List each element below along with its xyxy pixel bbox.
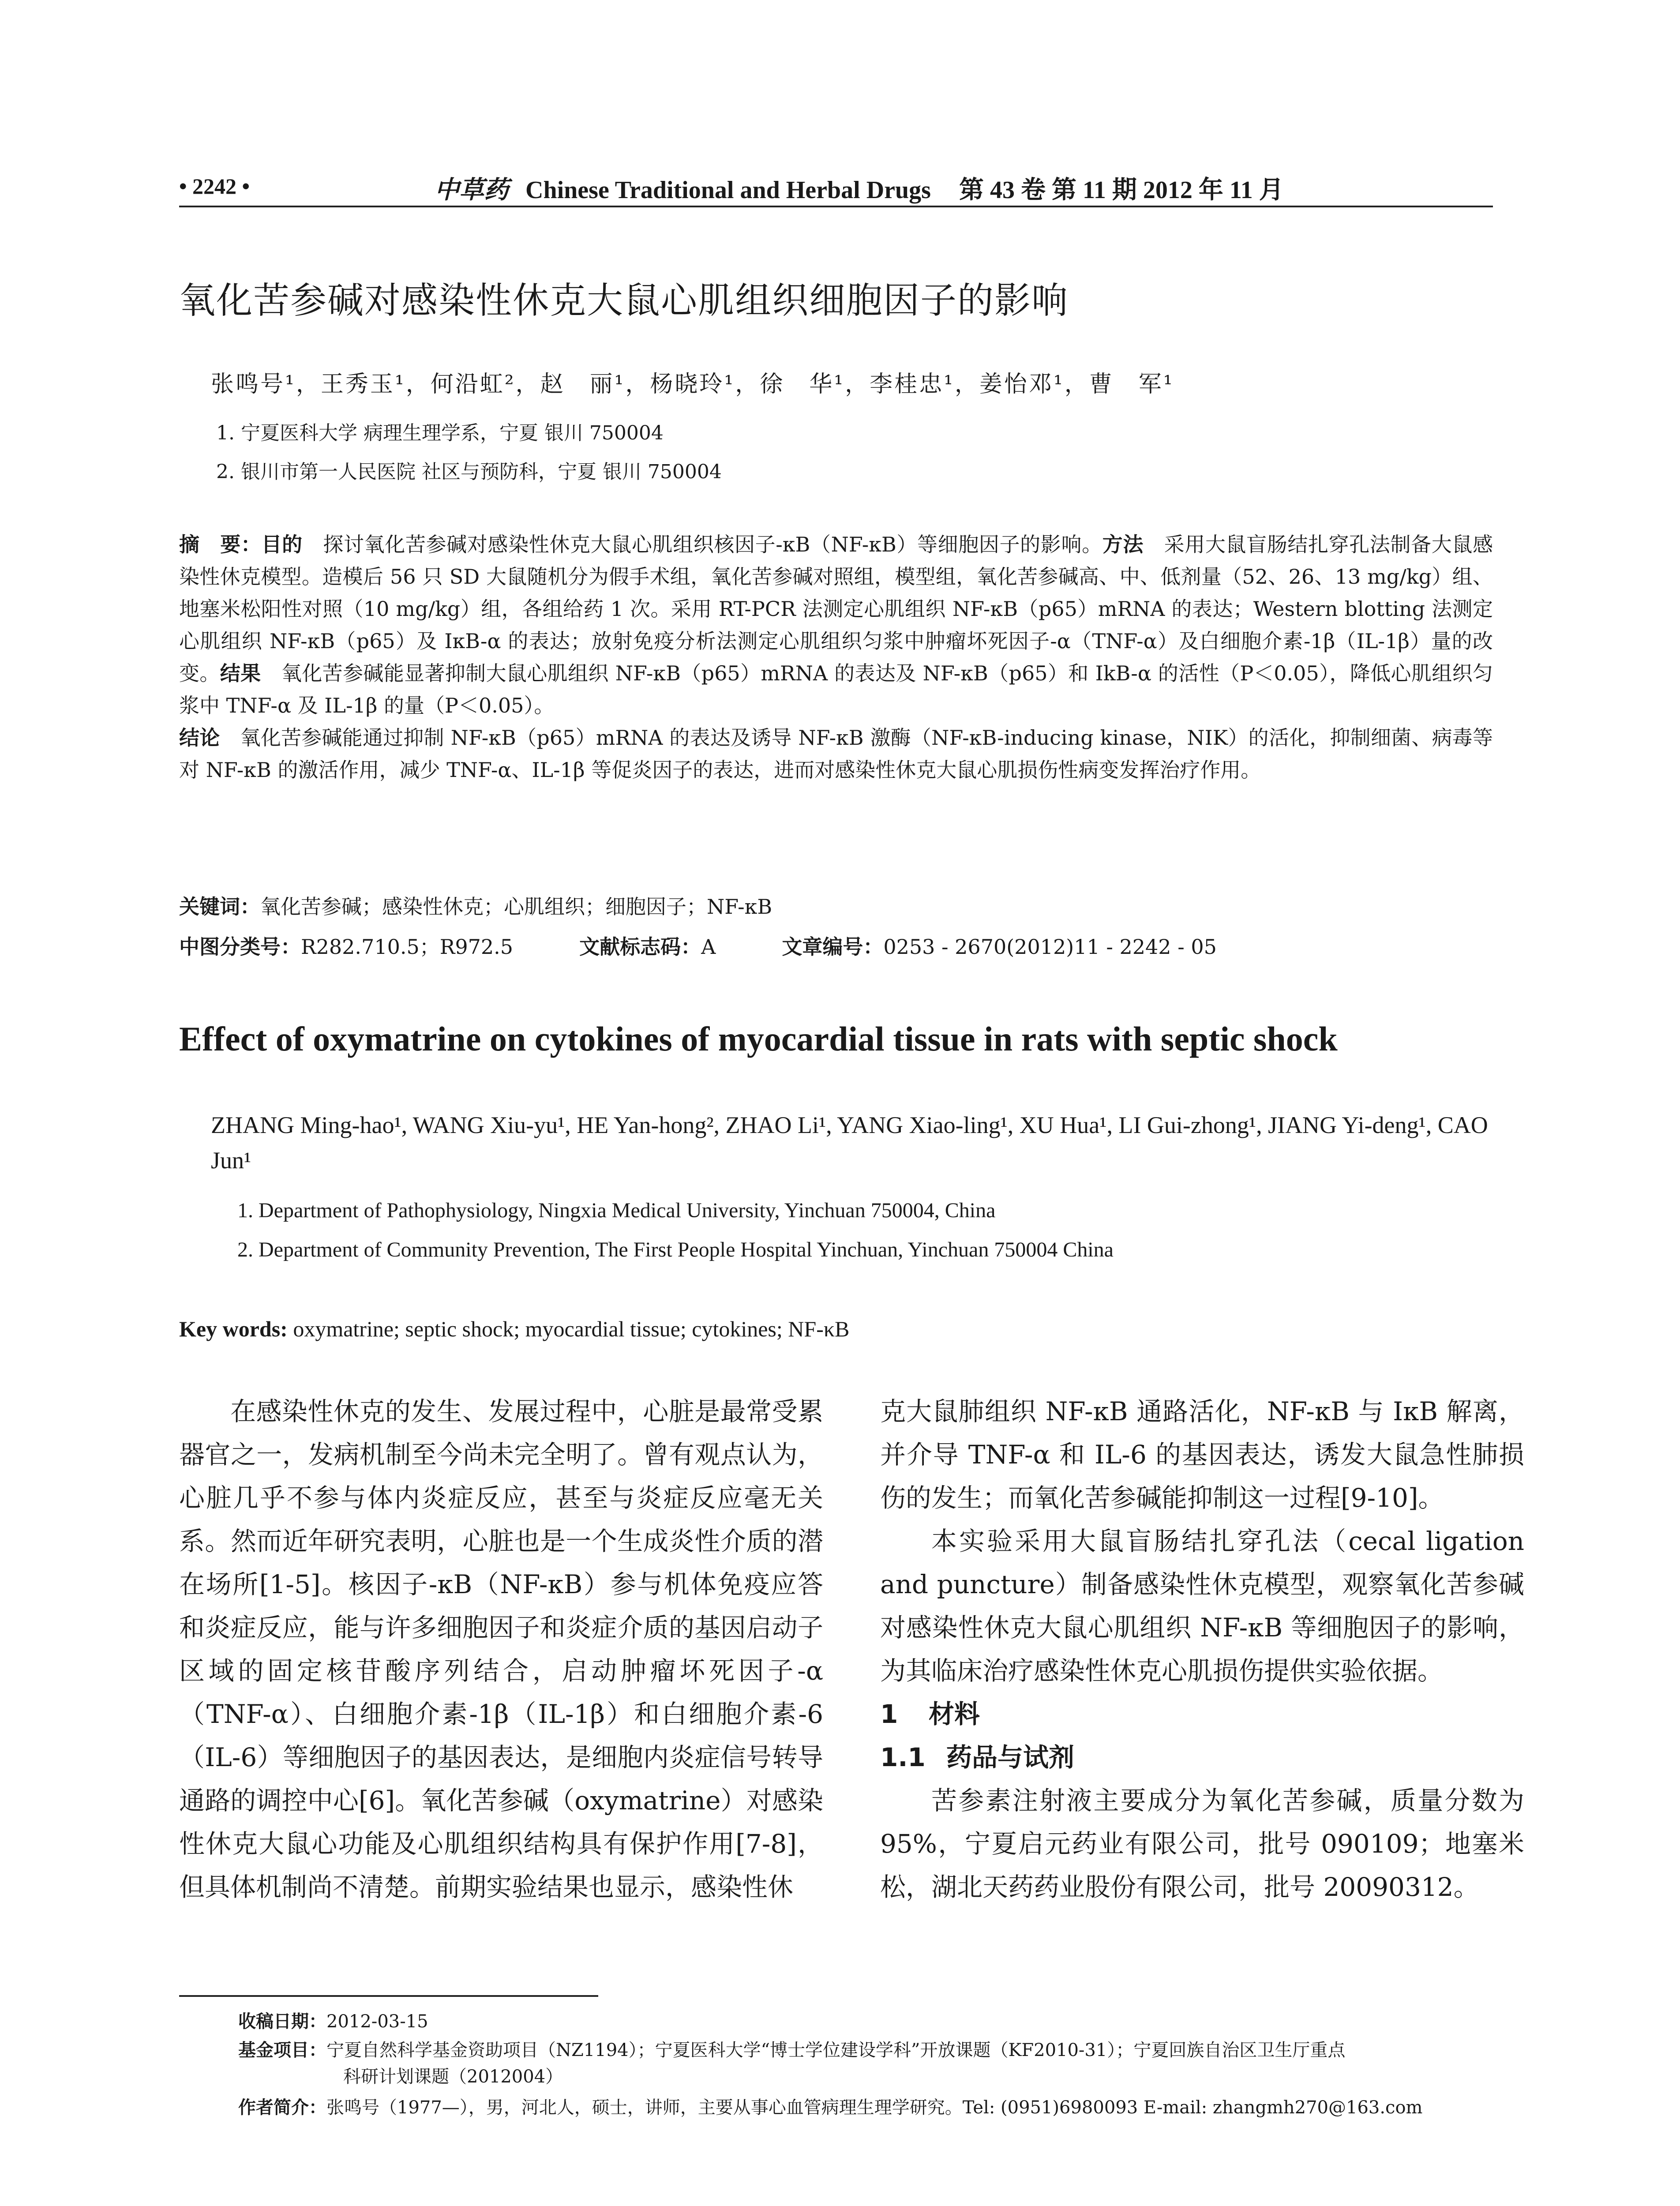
keywords-en-text: oxymatrine; septic shock; myocardial tissue; cytokines; NF-κB: [287, 1317, 850, 1341]
author-bio-text: 张鸣号（1977—），男，河北人，硕士，讲师，主要从事心血管病理生理学研究。Tel: (0951)6980093 E-mail: zhangmh270@163.com: [326, 2097, 1423, 2118]
received-date: 2012-03-15: [326, 2011, 428, 2032]
keywords-cn-text: 氧化苦参碱；感染性休克；心肌组织；细胞因子；NF-κB: [260, 895, 772, 919]
classification-line: [179, 931, 1217, 960]
keywords-cn-label: 关键词：: [179, 895, 260, 919]
body-column-left: [179, 1390, 823, 1909]
section-title: 材料: [929, 1699, 980, 1729]
authors-en: ZHANG Ming-hao¹, WANG Xiu-yu¹, HE Yan-hong², ZHAO Li¹, YANG Xiao-ling¹, XU Hua¹, LI Gui-zhong¹, JIANG Yi-deng¹, CAO Jun¹: [211, 1112, 1488, 1174]
body-paragraph: 本实验采用大鼠盲肠结扎穿孔法（cecal ligation and puncture）制备感染性休克模型，观察氧化苦参碱对感染性休克大鼠心肌组织 NF-κB 等细胞因子的影响，为其临床治疗感染性休克心肌损伤提供实验依据。: [880, 1526, 1524, 1686]
footnote-rule: [179, 1995, 598, 1997]
method-text: 采用大鼠盲肠结扎穿孔法制备大鼠感染性休克模型。造模后 56 只 SD 大鼠随机分为假手术组，氧化苦参碱对照组，模型组，氧化苦参碱高、中、低剂量（52、26、13 mg/kg）组、地塞米松阳性对照（10 mg/kg）组，各组给药 1 次。采用 RT-PCR 法测定心肌组织 NF-κB（p65）mRNA 的表达；Western blotting 法测定心肌组织 NF-κB（p65）及 IκB-α 的表达；放射免疫分析法测定心肌组织匀浆中肿瘤坏死因子-α（TNF-α）及白细胞介素-1β（IL-1β）量的改变。: [179, 533, 1493, 685]
affiliation-en-2: 2. Department of Community Prevention, The First People Hospital Yinchuan, Yinchuan 750004 China: [237, 1238, 1114, 1261]
page-number: • 2242 •: [179, 174, 250, 199]
method-label: 方法: [1102, 533, 1144, 556]
author-bio-label: 作者简介：: [238, 2097, 326, 2118]
title-cn: 氧化苦参碱对感染性休克大鼠心肌组织细胞因子的影响: [179, 280, 1069, 322]
keywords-cn: [179, 891, 772, 920]
affiliation-en-1: 1. Department of Pathophysiology, Ningxia Medical University, Yinchuan 750004, China: [237, 1199, 996, 1222]
abstract-label: 摘 要：: [179, 533, 262, 556]
purpose-text: 探讨氧化苦参碱对感染性休克大鼠心肌组织核因子-κB（NF-κB）等细胞因子的影响。: [302, 533, 1102, 556]
article-number-label: 文章编号：: [782, 935, 884, 959]
result-text: 氧化苦参碱能显著抑制大鼠心肌组织 NF-κB（p65）mRNA 的表达及 NF-κB（p65）和 IkB-α 的活性（P＜0.05），降低心肌组织匀浆中 TNF-α 及 IL-1β 的量（P＜0.05）。: [179, 661, 1493, 717]
footnote-author: [238, 2094, 1526, 2121]
subsection-number: 1.1: [880, 1742, 926, 1772]
section-heading: [880, 1692, 1524, 1736]
doc-code-value: A: [701, 935, 716, 959]
conclusion-label: 结论: [179, 726, 220, 750]
body-paragraph-continued: 克大鼠肺组织 NF-κB 通路活化，NF-κB 与 IκB 解离，并介导 TNF-α 和 IL-6 的基因表达，诱发大鼠急性肺损伤的发生；而氧化苦参碱能抑制这一过程[9-10]。: [880, 1396, 1524, 1513]
keywords-en: [179, 1316, 849, 1342]
journal-name-en: Chinese Traditional and Herbal Drugs: [525, 176, 931, 204]
body-paragraph: 在感染性休克的发生、发展过程中，心脏是最常受累器官之一，发病机制至今尚未完全明了。曾有观点认为，心脏几乎不参与体内炎症反应，甚至与炎症反应毫无关系。然而近年研究表明，心脏也是一个生成炎性介质的潜在场所[1-5]。核因子-κB（NF-κB）参与机体免疫应答和炎症反应，能与许多细胞因子和炎症介质的基因启动子区域的固定核苷酸序列结合，启动肿瘤坏死因子-α（TNF-α）、白细胞介素-1β（IL-1β）和白细胞介素-6（IL-6）等细胞因子的基因表达，是细胞内炎症信号转导通路的调控中心[6]。氧化苦参碱（oxymatrine）对感染性休克大鼠心功能及心肌组织结构具有保护作用[7-8]，但具体机制尚不清楚。前期实验结果也显示，感染性休: [179, 1396, 823, 1902]
abstract-cn: [179, 529, 1493, 786]
fund-text-continued: 科研计划课题（2012004）: [343, 2067, 563, 2087]
header-rule: [179, 206, 1493, 207]
doc-code-label: 文献标志码：: [579, 935, 701, 959]
result-label: 结果: [220, 661, 261, 685]
title-en: Effect of oxymatrine on cytokines of myocardial tissue in rats with septic shock: [179, 1020, 1338, 1058]
clc-label: 中图分类号：: [179, 935, 301, 959]
subsection-title: 药品与试剂: [946, 1742, 1075, 1772]
article-number-value: 0253 - 2670(2012)11 - 2242 - 05: [883, 935, 1217, 959]
affiliation-cn-2: 2. 银川市第一人民医院 社区与预防科，宁夏 银川 750004: [216, 461, 722, 483]
journal-issue: 第 43 卷 第 11 期 2012 年 11 月: [959, 176, 1284, 204]
authors-cn: 张鸣号¹，王秀玉¹，何沿虹²，赵 丽¹，杨晓玲¹，徐 华¹，李桂忠¹，姜怡邓¹，曹 军¹: [211, 371, 1174, 398]
journal-header: [435, 170, 1284, 206]
conclusion-text: 氧化苦参碱能通过抑制 NF-κB（p65）mRNA 的表达及诱导 NF-κB 激酶（NF-κB-inducing kinase，NIK）的活化，抑制细菌、病毒等对 NF-κB 的激活作用，减少 TNF-α、IL-1β 等促炎因子的表达，进而对感染性休克大鼠心肌损伤性病变发挥治疗作用。: [179, 726, 1493, 782]
purpose-label: 目的: [261, 533, 303, 556]
body-paragraph: 苦参素注射液主要成分为氧化苦参碱，质量分数为 95%，宁夏启元药业有限公司，批号 090109；地塞米松，湖北天药药业股份有限公司，批号 20090312。: [880, 1786, 1524, 1902]
footnote-received: [238, 2008, 1526, 2035]
fund-label: 基金项目：: [238, 2040, 326, 2060]
clc-value: R282.710.5；R972.5: [301, 935, 514, 959]
keywords-en-label: Key words:: [179, 1317, 288, 1341]
section-number: 1: [880, 1699, 898, 1729]
received-label: 收稿日期：: [238, 2011, 326, 2032]
footnote-fund: [238, 2037, 1526, 2090]
affiliation-cn-1: 1. 宁夏医科大学 病理生理学系，宁夏 银川 750004: [216, 422, 664, 444]
fund-text: 宁夏自然科学基金资助项目（NZ1194）；宁夏医科大学“博士学位建设学科”开放课题（KF2010-31）；宁夏回族自治区卫生厅重点: [326, 2040, 1346, 2060]
journal-name-cn: 中草药: [435, 175, 509, 204]
body-column-right: [880, 1390, 1524, 1909]
subsection-heading: [880, 1736, 1524, 1779]
